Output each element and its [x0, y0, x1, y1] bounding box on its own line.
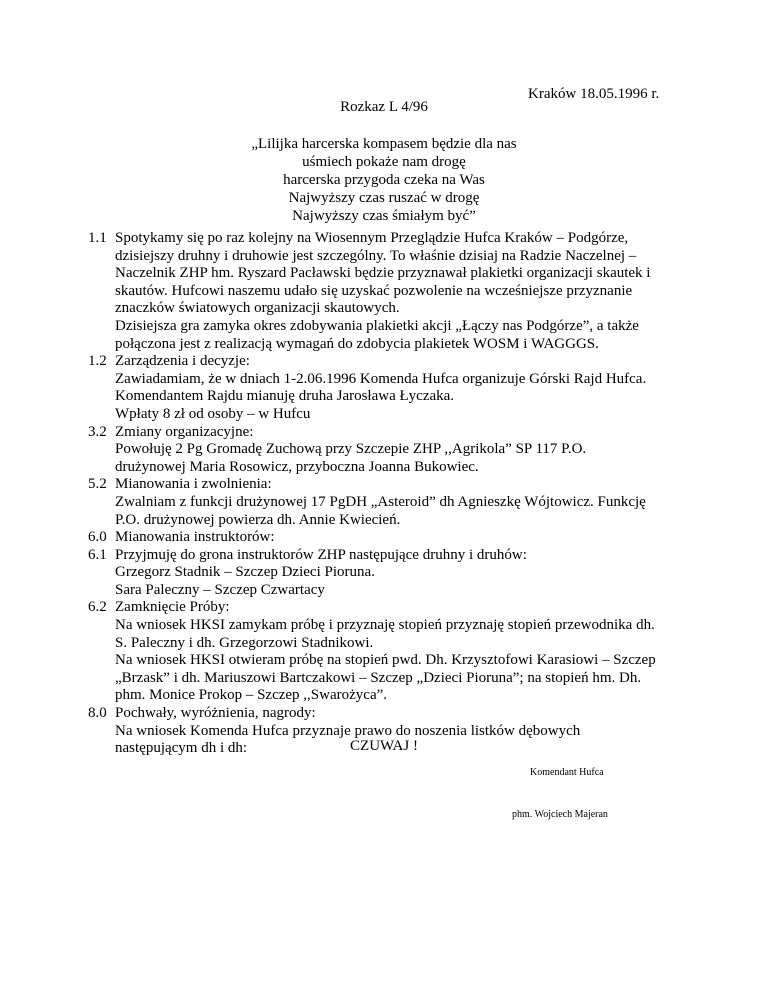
section-line: Zamknięcie Próby: — [115, 599, 230, 616]
section-line: Przyjmuję do grona instruktorów ZHP następujące druhny i druhów: — [115, 546, 527, 563]
section-line: Mianowania instruktorów: — [115, 529, 275, 546]
section-1-2 — [88, 353, 708, 423]
section-line: skautów. Hufcowi naszemu udało się uzyskać pozwolenie na wcześniejsze przyznanie — [115, 282, 633, 299]
poem-line: harcerska przygoda czeka na Was — [283, 172, 485, 188]
poem-line: „Lilijka harcerska kompasem będzie dla nas — [251, 136, 517, 152]
section-1-1 — [88, 230, 708, 353]
section-line: phm. Monice Prokop – Szczep ,,Swarożyca”. — [115, 687, 388, 704]
section-line: połączona jest z realizacją wymagań do zdobycia plakietek WOSM i WAGGGS. — [115, 335, 599, 352]
section-line: Wpłaty 8 zł od osoby – w Hufcu — [115, 405, 311, 422]
section-line: drużynowej Maria Rosowicz, przyboczna Joanna Bukowiec. — [115, 458, 479, 475]
section-number: 6.2 — [88, 599, 107, 616]
section-6-1 — [88, 547, 708, 600]
section-line: P.O. drużynowej powierza dh. Annie Kwiecień. — [115, 511, 401, 528]
section-number: 6.0 — [88, 529, 107, 546]
order-body — [88, 230, 708, 758]
section-line: Grzegorz Stadnik – Szczep Dzieci Pioruna. — [115, 564, 375, 581]
section-6-2 — [88, 599, 708, 705]
section-number: 8.0 — [88, 705, 107, 722]
section-line: Mianowania i zwolnienia: — [115, 476, 272, 493]
signature-title: Komendant Hufca — [530, 767, 604, 778]
closing-motto: CZUWAJ ! — [350, 738, 418, 754]
section-line: Zawiadamiam, że w dniach 1-2.06.1996 Komenda Hufca organizuje Górski Rajd Hufca. — [115, 370, 647, 387]
section-line: Na wniosek Komenda Hufca przyznaje prawo do noszenia listków dębowych — [115, 722, 581, 739]
section-line: Powołuję 2 Pg Gromadę Zuchową przy Szczepie ZHP ,,Agrikola” SP 117 P.O. — [115, 441, 587, 458]
section-line: Spotykamy się po raz kolejny na Wiosennym Przeglądzie Hufca Kraków – Podgórze, — [115, 230, 629, 246]
section-line: Pochwały, wyróżnienia, nagrody: — [115, 705, 316, 722]
section-3-2 — [88, 424, 708, 477]
section-line: Zwalniam z funkcji drużynowej 17 PgDH „Asteroid” dh Agnieszkę Wójtowicz. Funkcję — [115, 493, 646, 510]
section-number: 5.2 — [88, 476, 107, 493]
section-number: 1.1 — [88, 230, 107, 246]
section-6-0 — [88, 529, 708, 547]
section-line: S. Paleczny i dh. Grzegorzowi Stadnikowi. — [115, 634, 374, 651]
section-line: Sara Paleczny – Szczep Czwartacy — [115, 581, 325, 598]
section-number: 6.1 — [88, 546, 107, 563]
poem-line: Najwyższy czas ruszać w drogę — [288, 190, 480, 206]
order-title: Rozkaz L 4/96 — [340, 99, 428, 115]
section-line: Dzisiejsza gra zamyka okres zdobywania plakietki akcji „Łączy nas Podgórze”, a także — [115, 317, 639, 334]
section-number: 3.2 — [88, 423, 107, 440]
section-line: Zarządzenia i decyzje: — [115, 353, 250, 370]
poem-line: uśmiech pokaże nam drogę — [302, 154, 466, 170]
poem-block — [0, 135, 768, 225]
section-line: Na wniosek HKSI otwieram próbę na stopień pwd. Dh. Krzysztofowi Karasiowi – Szczep — [115, 652, 656, 669]
section-line: następującym dh i dh: — [115, 740, 248, 757]
section-number: 1.2 — [88, 353, 107, 370]
signature-name: phm. Wojciech Majeran — [512, 809, 608, 820]
section-line: znaczków światowych organizacji skautowych. — [115, 300, 400, 317]
section-line: Na wniosek HKSI zamykam próbę i przyznaję stopień przyznaję stopień przewodnika dh. — [115, 617, 655, 634]
document-date: Kraków 18.05.1996 r. — [528, 86, 660, 102]
section-5-2 — [88, 476, 708, 529]
section-line: dzisiejszy druhny i druhowie jest szczególny. To właśnie dzisiaj na Radzie Naczelnej – — [115, 247, 637, 264]
section-line: Naczelnik ZHP hm. Ryszard Pacławski będzie przyznawał plakietki organizacji skautek i — [115, 265, 651, 282]
poem-line: Najwyższy czas śmiałym być” — [292, 208, 476, 224]
section-line: Komendantem Rajdu mianuję druha Jarosława Łyczaka. — [115, 388, 455, 405]
section-line: „Brzask” i dh. Mariuszowi Bartczakowi – Szczep „Dzieci Pioruna”; na stopień hm. Dh. — [115, 669, 642, 686]
section-line: Zmiany organizacyjne: — [115, 423, 254, 440]
